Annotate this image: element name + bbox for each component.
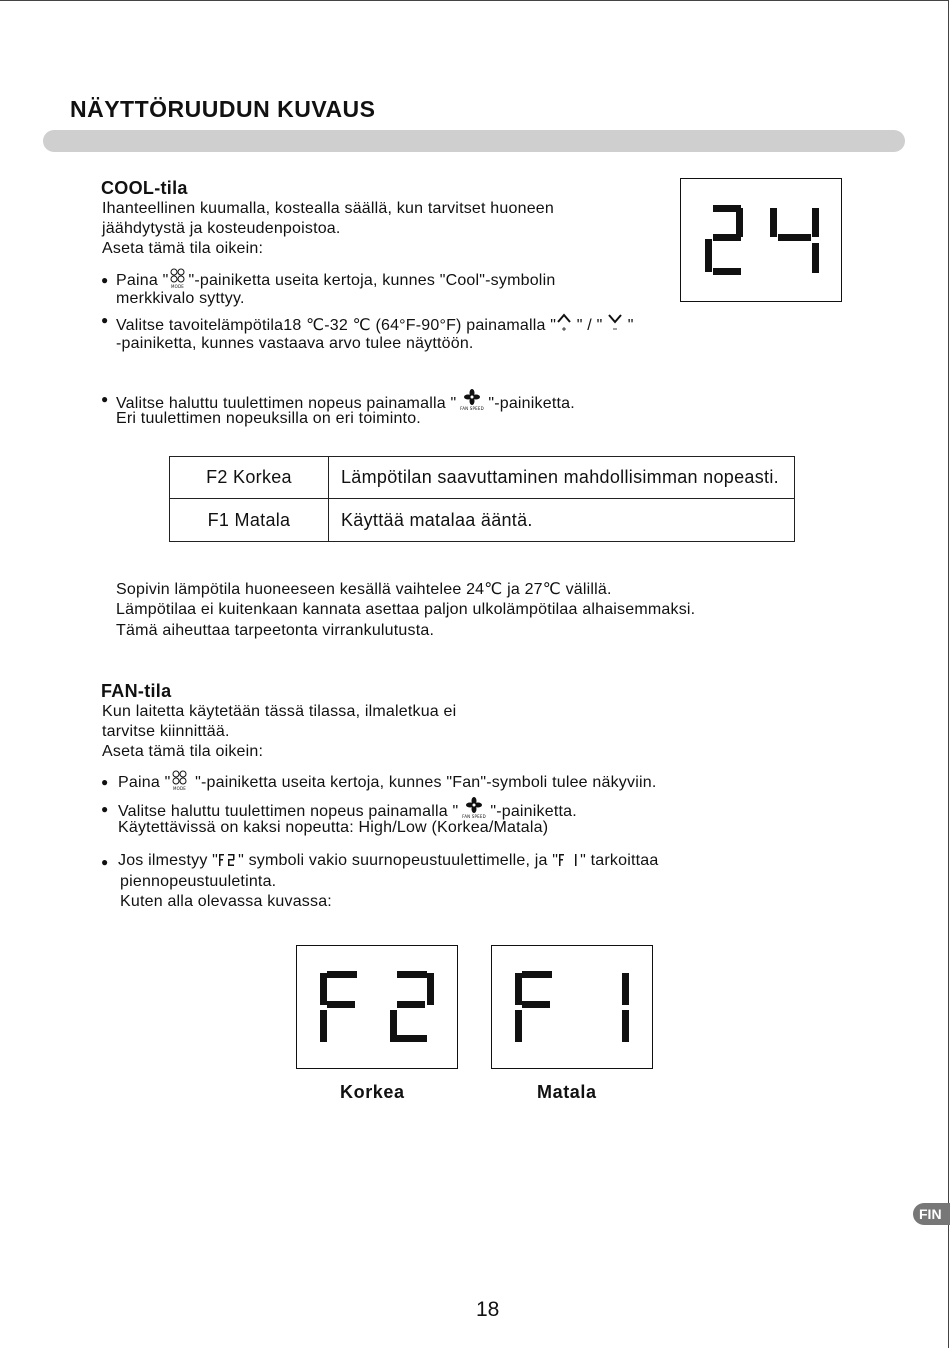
cool-intro-line: Ihanteellinen kuumalla, kostealla säällä, kun tarvitset huoneen bbox=[102, 200, 554, 217]
bullet-text-continued: merkkivalo syttyy. bbox=[116, 290, 245, 307]
mode-icon-label: MODE bbox=[173, 786, 187, 791]
bullet-text: Valitse haluttu tuulettimen nopeus painamalla " bbox=[116, 395, 457, 412]
bullet-text: Valitse tavoitelämpötila18 ℃-32 ℃ (64°F-90°F) painamalla " bbox=[116, 317, 557, 334]
section-divider-bar bbox=[43, 130, 905, 152]
bullet-icon: ● bbox=[101, 802, 109, 816]
cool-intro-line: Aseta tämä tila oikein: bbox=[102, 240, 264, 257]
bullet-icon: ● bbox=[101, 313, 109, 327]
bullet-text: " bbox=[623, 317, 634, 334]
cool-bullet-mode bbox=[116, 268, 555, 291]
note-line: Sopivin lämpötila huoneeseen kesällä vaihtelee 24℃ ja 27℃ välillä. bbox=[116, 581, 612, 598]
table-row bbox=[170, 499, 795, 542]
bullet-text-continued: Käytettävissä on kaksi nopeutta: High/Low (Korkea/Matala) bbox=[118, 819, 549, 836]
bullet-text: " tarkoittaa bbox=[580, 852, 659, 869]
page-border bbox=[948, 0, 949, 1348]
bullet-text: " symboli vakio suurnopeustuulettimelle, ja " bbox=[238, 852, 559, 869]
fan-bullet-symbols bbox=[118, 851, 658, 873]
bullet-text: "-painiketta useita kertoja, kunnes "Fan"-symboli tulee näkyviin. bbox=[190, 774, 657, 791]
note-line: Lämpötilaa ei kuitenkaan kannata asettaa paljon ulkolämpötilaa alhaisemmaksi. bbox=[116, 601, 696, 618]
mode-button-icon bbox=[168, 268, 188, 288]
bullet-text: Jos ilmestyy " bbox=[118, 852, 219, 869]
display-caption-low: Matala bbox=[537, 1082, 597, 1102]
bullet-text-continued: Eri tuulettimen nopeuksilla on eri toiminto. bbox=[116, 410, 421, 427]
page-number: 18 bbox=[476, 1298, 500, 1321]
bullet-text: "-painiketta. bbox=[488, 395, 575, 412]
bullet-text: Valitse haluttu tuulettimen nopeus painamalla " bbox=[118, 803, 459, 820]
language-badge: FIN bbox=[913, 1203, 950, 1225]
fan-mode-heading: FAN-tila bbox=[101, 681, 172, 701]
seven-segment-24 bbox=[681, 179, 841, 301]
bullet-text-continued: piennopeustuuletinta. bbox=[120, 873, 277, 890]
fan-intro-line: Kun laitetta käytetään tässä tilassa, ilmaletkua ei bbox=[102, 703, 457, 720]
bullet-icon: ● bbox=[101, 392, 109, 406]
mode-button-icon bbox=[170, 770, 190, 790]
cool-mode-heading: COOL-tila bbox=[101, 178, 188, 198]
fan-speed-table bbox=[169, 456, 795, 542]
down-arrow-icon bbox=[607, 312, 623, 332]
display-caption-high: Korkea bbox=[340, 1082, 405, 1102]
page-border bbox=[0, 0, 948, 1]
lcd-display-f2 bbox=[296, 945, 458, 1069]
table-cell-description-text: Lämpötilan saavuttaminen mahdollisimman nopeasti. bbox=[341, 467, 779, 487]
lcd-display-f1 bbox=[491, 945, 653, 1069]
table-cell-speed: F2 Korkea bbox=[170, 457, 329, 499]
note-line: Tämä aiheuttaa tarpeetonta virrankulutusta. bbox=[116, 622, 435, 639]
bullet-icon: ● bbox=[101, 855, 109, 869]
fan-speed-icon-label: FAN SPEED bbox=[462, 814, 487, 819]
page-title: NÄYTTÖRUUDUN KUVAUS bbox=[70, 96, 376, 122]
table-row bbox=[170, 457, 795, 499]
bullet-text: Paina " bbox=[118, 774, 171, 791]
bullet-text: "-painiketta. bbox=[490, 803, 577, 820]
table-cell-speed: F1 Matala bbox=[170, 499, 329, 542]
seven-segment-f1 bbox=[492, 946, 652, 1068]
lcd-display-24 bbox=[680, 178, 842, 302]
bullet-text: " / " bbox=[572, 317, 608, 334]
fan-intro-line: tarvitse kiinnittää. bbox=[102, 723, 230, 740]
bullet-text: Paina " bbox=[116, 272, 169, 289]
bullet-text-continued: -painiketta, kunnes vastaava arvo tulee näyttöön. bbox=[116, 335, 474, 352]
fan-speed-icon bbox=[458, 797, 490, 817]
fan-speed-icon bbox=[456, 389, 488, 409]
up-arrow-icon bbox=[556, 312, 572, 332]
f2-symbol-icon bbox=[218, 853, 238, 873]
cool-intro-line: jäähdytystä ja kosteudenpoistoa. bbox=[102, 220, 341, 237]
fan-speed-icon-label: FAN SPEED bbox=[460, 406, 485, 411]
fan-intro-line: Aseta tämä tila oikein: bbox=[102, 743, 264, 760]
cool-bullet-temp bbox=[116, 312, 634, 336]
bullet-icon: ● bbox=[101, 273, 109, 287]
mode-icon-label: MODE bbox=[171, 284, 185, 289]
f1-symbol-icon bbox=[558, 853, 580, 873]
seven-segment-f2 bbox=[297, 946, 457, 1068]
table-cell-description: Käyttää matalaa ääntä. bbox=[329, 499, 795, 542]
bullet-text-continued: Kuten alla olevassa kuvassa: bbox=[120, 893, 332, 910]
bullet-icon: ● bbox=[101, 775, 109, 789]
table-cell-description bbox=[329, 457, 795, 499]
fan-bullet-mode bbox=[118, 770, 656, 793]
bullet-text: "-painiketta useita kertoja, kunnes "Cool"-symbolin bbox=[188, 272, 556, 289]
